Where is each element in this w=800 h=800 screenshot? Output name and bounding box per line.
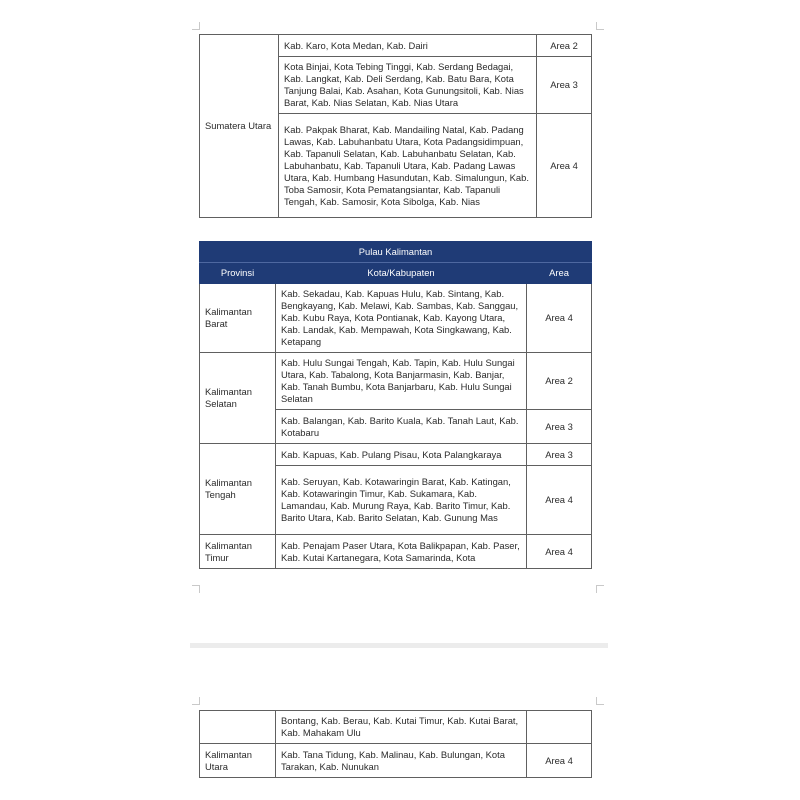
area-cell: Area 4 [527,466,592,535]
area-cell: Area 4 [527,744,592,778]
area-cell: Area 3 [537,57,592,114]
province-cell: Kalimantan Barat [200,284,276,353]
table-row [200,35,592,57]
table-row [200,744,592,778]
table-title-row [200,242,592,263]
province-cell: Kalimantan Selatan [200,353,276,444]
kalimantan-table-continued [199,710,592,778]
province-cell-empty [200,711,276,744]
area-cell: Area 4 [527,535,592,569]
sumatera-utara-table [199,34,592,218]
page-break [190,643,608,648]
city-list-cell: Kab. Seruyan, Kab. Kotawaringin Barat, Kab. Katingan, Kab. Kotawaringin Timur, Kab. Sukamara, Kab. Lamandau, Kab. Murung Raya, Kab. Barito Timur, Kab. Barito Utara, Kab. Barito Selatan, Kab. Gunung Mas [276,466,527,535]
area-cell: Area 2 [527,353,592,410]
city-list-cell: Kab. Kapuas, Kab. Pulang Pisau, Kota Palangkaraya [276,444,527,466]
province-cell: Kalimantan Timur [200,535,276,569]
page-corner-mark [596,585,604,593]
page-corner-mark [192,585,200,593]
city-list-cell: Kab. Karo, Kota Medan, Kab. Dairi [279,35,537,57]
city-list-cell: Kab. Sekadau, Kab. Kapuas Hulu, Kab. Sintang, Kab. Bengkayang, Kab. Melawi, Kab. Sambas, Kab. Sanggau, Kab. Kubu Raya, Kota Pontianak, Kab. Kayong Utara, Kab. Landak, Kab. Mempawah, Kota Singkawang, Kab. Ketapang [276,284,527,353]
province-cell: Kalimantan Utara [200,744,276,778]
table-row [200,444,592,466]
city-list-cell: Kab. Balangan, Kab. Barito Kuala, Kab. Tanah Laut, Kab. Kotabaru [276,410,527,444]
table-row [200,284,592,353]
column-header-provinsi: Provinsi [200,263,276,284]
table-title: Pulau Kalimantan [200,242,592,263]
city-list-cell: Kab. Tana Tidung, Kab. Malinau, Kab. Bulungan, Kota Tarakan, Kab. Nunukan [276,744,527,778]
area-cell-empty [527,711,592,744]
table-row [200,353,592,410]
page-corner-mark [596,22,604,30]
table-header-row [200,263,592,284]
city-list-cell: Bontang, Kab. Berau, Kab. Kutai Timur, Kab. Kutai Barat, Kab. Mahakam Ulu [276,711,527,744]
column-header-area: Area [527,263,592,284]
table-row [200,535,592,569]
page-corner-mark [192,697,200,705]
area-cell: Area 3 [527,444,592,466]
city-list-cell: Kab. Hulu Sungai Tengah, Kab. Tapin, Kab. Hulu Sungai Utara, Kab. Tabalong, Kota Banjarmasin, Kab. Banjar, Kab. Tanah Bumbu, Kota Banjarbaru, Kab. Hulu Sungai Selatan [276,353,527,410]
city-list-cell: Kab. Pakpak Bharat, Kab. Mandailing Natal, Kab. Padang Lawas, Kab. Labuhanbatu Utara, Kota Padangsidimpuan, Kab. Tapanuli Selatan, Kab. Labuhanbatu Selatan, Kab. Labuhanbatu, Kab. Tapanuli Utara, Kab. Padang Lawas Utara, Kab. Humbang Hasundutan, Kab. Simalungun, Kab. Toba Samosir, Kota Pematangsiantar, Kab. Tapanuli Tengah, Kab. Samosir, Kota Sibolga, Kab. Nias [279,114,537,218]
column-header-kota: Kota/Kabupaten [276,263,527,284]
province-cell: Kalimantan Tengah [200,444,276,535]
area-cell: Area 4 [527,284,592,353]
page-corner-mark [596,697,604,705]
area-cell: Area 3 [527,410,592,444]
province-cell: Sumatera Utara [200,35,279,218]
area-cell: Area 2 [537,35,592,57]
kalimantan-table [199,241,592,569]
page-corner-mark [192,22,200,30]
city-list-cell: Kab. Penajam Paser Utara, Kota Balikpapan, Kab. Paser, Kab. Kutai Kartanegara, Kota Samarinda, Kota [276,535,527,569]
area-cell: Area 4 [537,114,592,218]
city-list-cell: Kota Binjai, Kota Tebing Tinggi, Kab. Serdang Bedagai, Kab. Langkat, Kab. Deli Serdang, Kab. Batu Bara, Kota Tanjung Balai, Kab. Asahan, Kota Gunungsitoli, Kab. Nias Barat, Kab. Nias Selatan, Kab. Nias Utara [279,57,537,114]
table-row [200,711,592,744]
